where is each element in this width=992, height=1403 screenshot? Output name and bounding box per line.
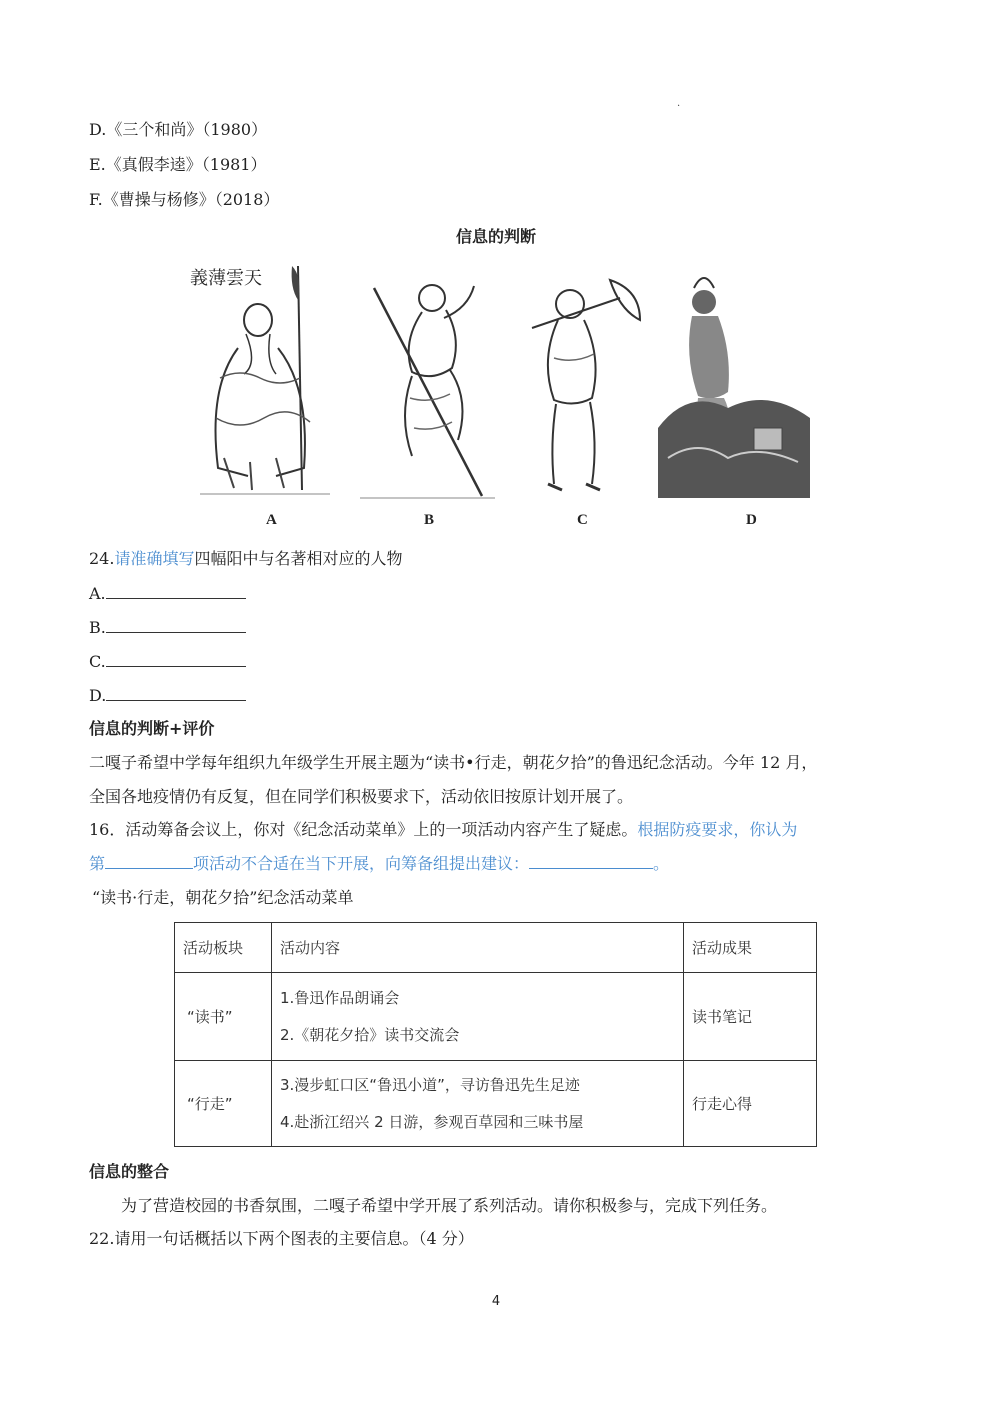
blank-label-b: B. [89, 618, 106, 637]
menu-caption: “读书·行走，朝花夕拾”纪念活动菜单 [92, 888, 354, 907]
option-f: F.《曹操与杨修》（2018） [89, 190, 280, 209]
q16-text: 16．活动筹备会议上，你对《纪念活动菜单》上的一项活动内容产生了疑虑。 [89, 820, 638, 839]
table-header-row [175, 923, 817, 973]
caption-c: C [577, 512, 588, 528]
row-items [272, 973, 684, 1061]
illustration-c [512, 258, 652, 503]
table-row [175, 1061, 817, 1147]
row-block: “读书” [175, 973, 272, 1061]
answer-blank-b[interactable] [106, 618, 246, 633]
activity-item: 3.漫步虹口区“鲁迅小道”，寻访鲁迅先生足迹 [280, 1075, 580, 1094]
table-row [175, 973, 817, 1061]
caption-d: D [746, 512, 757, 528]
blank-line-d [89, 686, 246, 706]
question-24 [89, 549, 402, 569]
answer-blank-item-number[interactable] [105, 854, 193, 869]
blank-label-a: A. [89, 584, 106, 603]
section-title-integration: 信息的整合 [89, 1162, 170, 1181]
blank-label-d: D. [89, 686, 107, 705]
inscription-text: 義薄雲天 [190, 268, 262, 289]
q16-highlight: 根据防疫要求，你认为 [637, 820, 798, 839]
activity-item: 2.《朝花夕拾》读书交流会 [280, 1025, 460, 1044]
caption-b: B [424, 512, 435, 528]
answer-blank-d[interactable] [106, 686, 246, 701]
question-16-line-2 [89, 854, 669, 874]
illustration-b [360, 258, 500, 503]
caption-a: A [266, 512, 277, 528]
q16-middle: 项活动不合适在当下开展，向筹备组提出建议： [193, 854, 530, 873]
activity-menu-table [174, 922, 817, 1147]
row-items [272, 1061, 684, 1147]
q24-highlight: 请准确填写 [114, 549, 195, 568]
illustration-d [658, 258, 810, 498]
row-block: “行走” [175, 1061, 272, 1147]
option-d: D.《三个和尚》（1980） [89, 120, 268, 139]
blank-label-c: C. [89, 652, 106, 671]
answer-blank-suggestion[interactable] [529, 854, 653, 869]
blank-line-b [89, 618, 246, 638]
intro-line-2: 全国各地疫情仍有反复，但在同学们积极要求下，活动依旧按原计划开展了。 [89, 787, 634, 806]
answer-blank-c[interactable] [106, 652, 246, 667]
row-result: 行走心得 [684, 1061, 817, 1147]
header-result: 活动成果 [684, 923, 817, 973]
question-22: 22.请用一句话概括以下两个图表的主要信息。（4 分） [89, 1229, 474, 1248]
option-e: E.《真假李逵》（1981） [89, 155, 267, 174]
blank-line-a [89, 584, 246, 604]
q16-prefix: 第 [89, 854, 106, 873]
page-number: 4 [491, 1294, 501, 1309]
activity-item: 4.赴浙江绍兴 2 日游，参观百草园和三味书屋 [280, 1112, 584, 1131]
section-title-judgment: 信息的判断 [455, 227, 536, 246]
stray-dot: . [677, 98, 681, 109]
header-block: 活动板块 [175, 923, 272, 973]
question-16-line-1 [89, 820, 797, 840]
q24-number: 24. [89, 549, 115, 568]
activity-item: 1.鲁迅作品朗诵会 [280, 988, 400, 1007]
q16-suffix: 。 [653, 854, 670, 873]
section-title-judgment-evaluation: 信息的判断+评价 [89, 719, 215, 738]
row-result: 读书笔记 [684, 973, 817, 1061]
header-content: 活动内容 [272, 923, 684, 973]
illustration-a [180, 258, 340, 498]
q24-text: 四幅阳中与名著相对应的人物 [194, 549, 403, 568]
task-intro: 为了营造校园的书香氛围，二嘎子希望中学开展了系列活动。请你积极参与，完成下列任务。 [121, 1196, 778, 1215]
answer-blank-a[interactable] [106, 584, 246, 599]
intro-line-1: 二嘎子希望中学每年组织九年级学生开展主题为“读书•行走，朝花夕拾”的鲁迅纪念活动。今年 12 月， [89, 753, 818, 772]
blank-line-c [89, 652, 246, 672]
